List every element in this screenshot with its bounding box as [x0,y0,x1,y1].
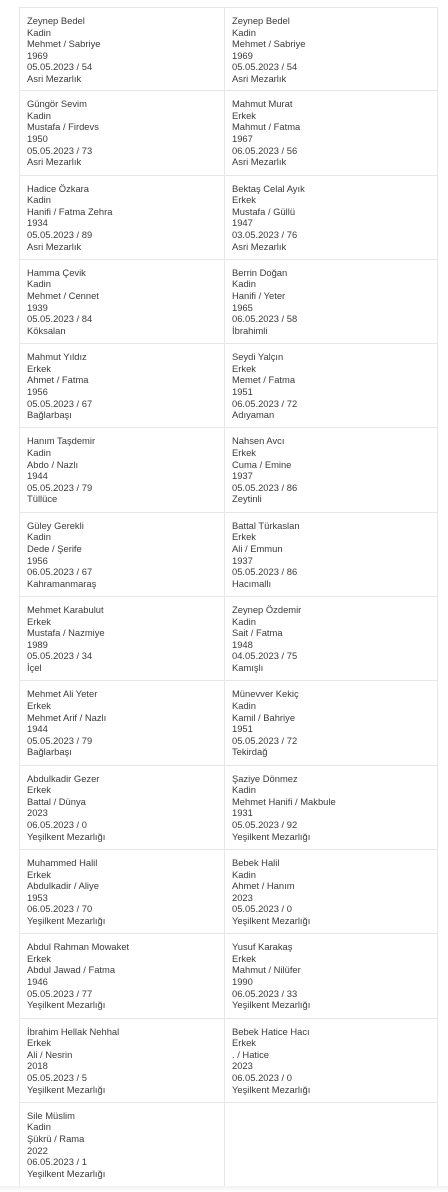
record-birth-year: 1937 [232,554,253,566]
record-gender: Erkek [27,868,51,880]
record-gender: Kadin [232,699,256,711]
record-gender: Kadin [27,26,51,38]
record-parents: Mahmut / Nilüfer [232,964,301,976]
record-parents: Dede / Şerife [27,542,82,554]
record-date-age: 06.05.2023 / 56 [232,144,298,156]
record-gender: Erkek [27,362,51,374]
record-parents: Abdo / Nazlı [27,458,79,470]
record-name: Şaziye Dönmez [232,772,298,784]
record-cell [225,260,438,344]
record-cell [20,7,225,91]
record-date-age: 06.05.2023 / 0 [27,819,87,831]
record-date-age: 05.05.2023 / 86 [232,566,298,578]
record-date-age: 05.05.2023 / 79 [27,481,93,493]
record-name: Hanım Taşdemir [27,435,96,447]
record-gender: Erkek [27,1037,51,1049]
record-date-age: 06.05.2023 / 58 [232,313,298,325]
record-date-age: 05.05.2023 / 5 [27,1071,87,1083]
record-gender: Kadin [232,615,256,627]
record-date-age: 05.05.2023 / 0 [232,903,292,915]
record-cell [20,850,225,934]
record-birth-year: 2023 [232,1060,253,1072]
record-birth-year: 2023 [232,891,253,903]
record-parents: Memet / Fatma [232,374,296,386]
records-grid [19,7,438,1187]
record-date-age: 05.05.2023 / 54 [232,61,298,73]
record-cell [20,766,225,850]
record-name: Mahmut Murat [232,98,293,110]
record-gender: Erkek [27,952,51,964]
record-parents: Ali / Nesrin [27,1048,73,1060]
record-parents: Ali / Emmun [232,542,283,554]
record-date-age: 06.05.2023 / 1 [27,1156,87,1168]
record-parents: Hanifi / Yeter [232,290,286,302]
record-name: Mahmut Yıldız [27,351,87,363]
record-date-age: 06.05.2023 / 33 [232,987,298,999]
record-gender: Erkek [232,1037,256,1049]
record-date-age: 06.05.2023 / 67 [27,566,93,578]
record-parents: Ahmet / Fatma [27,374,89,386]
record-gender: Kadin [232,868,256,880]
record-name: Nahsen Avcı [232,435,285,447]
record-date-age: 06.05.2023 / 70 [27,903,93,915]
record-parents: Mustafa / Güllü [232,205,296,217]
record-cemetery: Adıyaman [232,409,275,421]
record-gender: Erkek [232,952,256,964]
record-cell [20,934,225,1018]
record-name: Bebek Hatice Hacı [232,1025,310,1037]
record-gender: Kadin [27,109,51,121]
record-name: Hamma Çevik [27,266,86,278]
record-cemetery: Köksalan [27,324,66,336]
record-parents: Kamil / Bahriye [232,711,296,723]
record-cell [225,428,438,512]
record-cemetery: Tüllüce [27,493,58,505]
record-birth-year: 1967 [232,133,253,145]
record-date-age: 06.05.2023 / 72 [232,397,298,409]
record-gender: Erkek [27,699,51,711]
record-birth-year: 1951 [232,385,253,397]
record-parents: Abdul Jawad / Fatma [27,964,116,976]
record-birth-year: 2022 [27,1144,48,1156]
record-date-age: 03.05.2023 / 76 [232,228,298,240]
record-cell [225,344,438,428]
record-cell [225,850,438,934]
record-birth-year: 1956 [27,385,48,397]
record-birth-year: 1944 [27,470,48,482]
record-name: İbrahim Hellak Nehhal [27,1025,120,1037]
record-cemetery: Yeşilkent Mezarlığı [27,914,106,926]
record-parents: Mahmut / Fatma [232,121,301,133]
record-cemetery: Yeşilkent Mezarlığı [27,1083,106,1095]
record-gender: Kadin [232,278,256,290]
record-date-age: 05.05.2023 / 77 [27,987,93,999]
record-birth-year: 1931 [232,807,253,819]
record-date-age: 05.05.2023 / 54 [27,61,93,73]
record-gender: Erkek [232,194,256,206]
record-cemetery: Kamışlı [232,662,264,674]
record-cemetery: Asri Mezarlık [232,156,287,168]
record-cell [20,681,225,765]
record-parents: Mehmet Hanifi / Makbule [232,795,336,807]
record-cemetery: Yeşilkent Mezarlığı [27,830,106,842]
record-cell [225,1019,438,1103]
record-date-age: 05.05.2023 / 73 [27,144,93,156]
record-cell [20,597,225,681]
record-cell [225,934,438,1018]
record-birth-year: 1956 [27,554,48,566]
record-name: Münevver Kekiç [232,688,299,700]
record-date-age: 06.05.2023 / 0 [232,1071,292,1083]
record-birth-year: 1990 [232,976,253,988]
record-name: Güley Gerekli [27,519,84,531]
record-date-age: 05.05.2023 / 79 [27,734,93,746]
record-cemetery: Asri Mezarlık [27,156,82,168]
record-birth-year: 1947 [232,217,253,229]
record-gender: Erkek [232,109,256,121]
record-cell [225,7,438,91]
record-birth-year: 1953 [27,891,48,903]
record-gender: Erkek [27,615,51,627]
record-gender: Kadin [27,194,51,206]
record-gender: Kadin [232,26,256,38]
record-name: Abdul Rahman Mowaket [27,941,130,953]
record-date-age: 04.05.2023 / 75 [232,650,298,662]
record-date-age: 05.05.2023 / 67 [27,397,93,409]
record-cemetery: Asri Mezarlık [232,240,287,252]
record-name: Battal Türkaslan [232,519,300,531]
record-cemetery: Yeşilkent Mezarlığı [232,830,311,842]
record-name: Zeynep Özdemir [232,604,302,616]
record-name: Zeynep Bedel [232,15,290,26]
record-gender: Kadin [232,784,256,796]
record-cemetery: Kahramanmaraş [27,577,97,589]
record-cemetery: Yeşilkent Mezarlığı [27,999,106,1011]
record-cell [225,766,438,850]
record-cell [20,176,225,260]
record-birth-year: 1934 [27,217,48,229]
record-cemetery: Zeytinli [232,493,262,505]
record-cell [20,1103,225,1187]
record-cell [225,513,438,597]
record-cemetery: Asri Mezarlık [232,72,287,84]
record-birth-year: 1969 [232,49,253,61]
record-parents: . / Hatice [232,1048,269,1060]
record-cemetery: Bağlarbaşı [27,746,72,758]
record-name: Sile Müslim [27,1109,75,1121]
empty-cell [225,1103,438,1187]
record-birth-year: 1965 [232,301,253,313]
record-birth-year: 2023 [27,807,48,819]
record-gender: Erkek [27,784,51,796]
record-cemetery: Yeşilkent Mezarlığı [232,1083,311,1095]
record-birth-year: 1946 [27,976,48,988]
record-name: Mehmet Karabulut [27,604,104,616]
record-birth-year: 1939 [27,301,48,313]
record-cemetery: Asri Mezarlık [27,240,82,252]
record-cemetery: İbrahimli [232,324,268,336]
record-name: Bektaş Celal Ayık [232,182,305,194]
record-birth-year: 2018 [27,1060,48,1072]
record-gender: Kadin [27,531,51,543]
record-cemetery: İçel [27,662,42,674]
record-parents: Sait / Fatma [232,627,283,639]
record-cemetery: Tekirdağ [232,746,268,758]
record-cemetery: Bağlarbaşı [27,409,72,421]
record-cemetery: Yeşilkent Mezarlığı [27,1167,106,1179]
record-name: Seydi Yalçın [232,351,284,363]
record-cell [20,344,225,428]
record-cell [225,597,438,681]
record-parents: Mustafa / Firdevs [27,121,99,133]
record-cell [20,428,225,512]
record-name: Yusuf Karakaş [232,941,293,953]
bottom-shadow [0,1186,448,1192]
record-birth-year: 1937 [232,470,253,482]
record-parents: Abdulkadir / Aliye [27,880,99,892]
record-parents: Cuma / Emine [232,458,292,470]
record-date-age: 05.05.2023 / 92 [232,819,298,831]
record-cell [20,513,225,597]
record-date-age: 05.05.2023 / 89 [27,228,93,240]
record-cell [225,91,438,175]
record-cell [225,176,438,260]
record-date-age: 05.05.2023 / 34 [27,650,93,662]
record-parents: Hanifi / Fatma Zehra [27,205,113,217]
record-date-age: 05.05.2023 / 84 [27,313,93,325]
record-birth-year: 1969 [27,49,48,61]
record-name: Hadice Özkara [27,182,90,194]
record-parents: Mehmet / Sabriye [232,38,306,50]
record-cell [225,681,438,765]
record-name: Bebek Halil [232,856,280,868]
record-birth-year: 1950 [27,133,48,145]
record-parents: Şükrü / Rama [27,1133,85,1145]
record-gender: Erkek [232,362,256,374]
record-name: Berrin Doğan [232,266,288,278]
record-name: Güngör Sevim [27,98,87,110]
record-parents: Mehmet / Cennet [27,290,99,302]
record-cemetery: Yeşilkent Mezarlığı [232,914,311,926]
record-gender: Erkek [232,447,256,459]
record-cemetery: Yeşilkent Mezarlığı [232,999,311,1011]
record-gender: Erkek [232,531,256,543]
record-gender: Kadin [27,447,51,459]
record-birth-year: 1948 [232,638,253,650]
record-parents: Mustafa / Nazmiye [27,627,105,639]
record-parents: Mehmet Arif / Nazlı [27,711,107,723]
record-gender: Kadin [27,1121,51,1133]
record-date-age: 05.05.2023 / 86 [232,481,298,493]
record-cell [20,91,225,175]
record-date-age: 05.05.2023 / 72 [232,734,298,746]
record-cemetery: Hacımallı [232,577,272,589]
record-name: Muhammed Halil [27,856,98,868]
record-birth-year: 1989 [27,638,48,650]
record-birth-year: 1944 [27,723,48,735]
record-cell [20,260,225,344]
record-parents: Battal / Dünya [27,795,86,807]
record-cell [20,1019,225,1103]
record-parents: Ahmet / Hanım [232,880,295,892]
record-name: Abdulkadir Gezer [27,772,100,784]
record-birth-year: 1951 [232,723,253,735]
record-cemetery: Asri Mezarlık [27,72,82,84]
record-name: Mehmet Ali Yeter [27,688,98,700]
record-parents: Mehmet / Sabriye [27,38,101,50]
record-name: Zeynep Bedel [27,15,85,26]
record-gender: Kadin [27,278,51,290]
